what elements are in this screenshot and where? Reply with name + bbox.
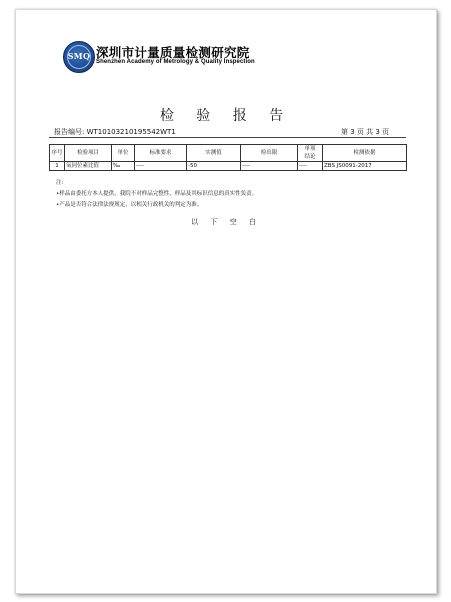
page-indicator: 第 3 页 共 3 页 — [341, 128, 390, 136]
report-title: 检 验 报 告 — [159, 108, 293, 124]
col-header-conclusion — [298, 145, 323, 162]
col-header-basis: 检测依据 — [323, 145, 407, 162]
cell-index: 1 — [50, 162, 65, 171]
smq-logo — [63, 41, 95, 73]
note-item: •产品是否符合法律法规规定，以相关行政机关的判定为准。 — [56, 202, 203, 208]
cell-requirement: ---- — [135, 162, 187, 171]
cell-measured: -50 — [187, 162, 241, 171]
table-header-row — [50, 145, 407, 162]
col-header-item: 检验项目 — [65, 145, 112, 162]
col-header-requirement: 标准要求 — [135, 145, 187, 162]
table-row — [50, 162, 407, 171]
notes-block — [56, 178, 257, 211]
cell-unit: ‰ — [112, 162, 135, 171]
col-header-measured: 实测值 — [187, 145, 241, 162]
cell-detection-limit: ---- — [241, 162, 298, 171]
col-header-conclusion-text: 单项结论 — [304, 146, 316, 160]
end-of-content-mark: 以 下 空 白 — [191, 218, 261, 226]
cell-basis: ZBS JS0091-2017 — [323, 162, 407, 171]
report-number: 报告编号: WT10103210195542WT1 — [54, 128, 176, 136]
cell-conclusion: ---- — [298, 162, 323, 171]
logo-text: SMQ — [67, 51, 91, 61]
cell-item: 氧同位素比值 — [65, 162, 112, 171]
header-divider — [49, 137, 406, 138]
notes-title: 注: — [56, 180, 64, 186]
org-name-cn: 深圳市计量质量检测研究院 — [96, 45, 250, 60]
org-name-en: Shenzhen Academy of Metrology & Quality Inspection — [96, 59, 255, 65]
col-header-unit: 单位 — [112, 145, 135, 162]
col-header-detection-limit: 检出限 — [241, 145, 298, 162]
results-table — [49, 144, 407, 171]
report-page — [15, 9, 437, 594]
note-item: •样品由委托方本人提供，我院不对样品完整性、样品及其标识信息的真实性负责。 — [56, 191, 258, 197]
col-header-index: 序号 — [50, 145, 65, 162]
